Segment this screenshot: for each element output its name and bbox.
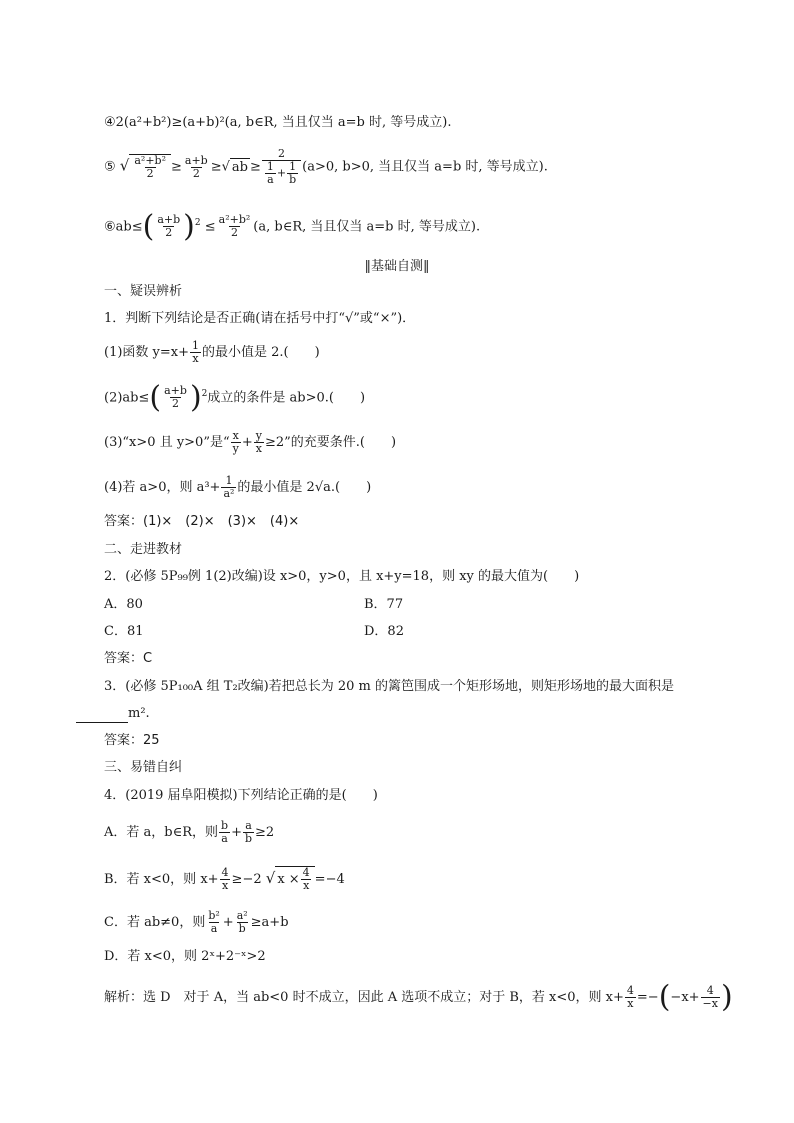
part1-title: 一、疑误辨析: [104, 284, 183, 299]
formula-6-condition: (a, b∈R, 当且仅当 a=b 时, 等号成立).: [253, 219, 481, 235]
q4-stem: 4．(2019 届阜阳模拟)下列结论正确的是( ): [104, 788, 378, 803]
part3-title: 三、易错自纠: [104, 760, 183, 775]
q1-item-2: (2)ab≤( $\frac{a+b}{2}$ )$^2$成立的条件是 ab>0.( ): [104, 379, 366, 415]
q4-option-c: C．若 ab≠0，则 $\frac{\text{b²}}{a}$ + $\frac{\text{a²}}{b}$ ≥a+b: [104, 909, 289, 935]
q2-option-b: B．77: [364, 597, 404, 612]
section-header: ‖基础自测‖: [364, 259, 430, 274]
q2-option-a: A．80: [104, 597, 143, 612]
q2-stem: 2．(必修 5P₉₉例 1(2)改编)设 x>0，y>0，且 x+y=18，则 xy 的最大值为( ): [104, 569, 580, 584]
formula-4: ④2(a²+b²)≥(a+b)²(a, b∈R, 当且仅当 a=b 时, 等号成立).: [104, 115, 452, 130]
q1-stem: 1．判断下列结论是否正确(请在括号中打“√”或“×”)．: [104, 311, 416, 326]
q3-stem: 3．(必修 5P₁₀₀A 组 T₂改编)若把总长为 20 m 的篱笆围成一个矩形场地，则矩形场地的最大面积是: [104, 679, 675, 694]
q4-analysis: 解析：选 D 对于 A，当 ab<0 时不成立，因此 A 选项不成立；对于 B，若 x<0，则 x+ $\frac{4}{x}$ =−(−x+ $\frac{4}{-x}$ ): [104, 979, 733, 1015]
q1-answer: 答案：(1)× (2)× (3)× (4)×: [104, 514, 300, 529]
q4-option-a: A．若 a，b∈R，则 $\frac{b}{a}$ + $\frac{a}{b}$ ≥2: [104, 819, 275, 845]
q2-answer: 答案：C: [104, 651, 153, 666]
formula-5-condition: (a>0, b>0, 当且仅当 a=b 时, 等号成立).: [302, 159, 548, 175]
q1-item-3: (3)“x>0 且 y>0”是“ $\frac{x}{y}$ + $\frac{y}{x}$ ≥2”的充要条件.( ): [104, 429, 397, 455]
q2-option-c: C．81: [104, 624, 144, 639]
q1-item-4: (4)若 a>0，则 a³+ $\frac{1}{\text{a²}}$ 的最小值是 2√a.( ): [104, 474, 372, 500]
q4-option-d: D．若 x<0，则 2ˣ+2⁻ˣ>2: [104, 949, 266, 964]
q4-option-b: B．若 x<0，则 x+ $\frac{4}{x}$ ≥−2 √ x × $\frac{4}{x}$ =−4: [104, 866, 345, 892]
part2-title: 二、走进教材: [104, 542, 183, 557]
formula-6: ⑥ab≤( $\frac{a+b}{2}$ )$^2$ ≤ $\frac{\text{a²+b²}}{2}$ (a, b∈R, 当且仅当 a=b 时, 等号成立).: [104, 208, 481, 244]
formula-5: ⑤ √ $\frac{\text{a²+b²}}{2}$ ≥ $\frac{a+b}{2}$ ≥√ ab ≥ 2 $\frac{1}{a}$ + $\frac{1}{b}$ (a>0, b>0, 当且仅当 a=b 时, 等号成立).: [104, 147, 548, 186]
answer-blank: [76, 708, 128, 723]
q2-option-d: D．82: [364, 624, 404, 639]
q1-item-1: (1)函数 y=x+ $\frac{1}{x}$ 的最小值是 2.( ): [104, 339, 320, 365]
q3-answer: 答案：25: [104, 733, 160, 748]
q3-blank-line: m².: [76, 705, 150, 723]
